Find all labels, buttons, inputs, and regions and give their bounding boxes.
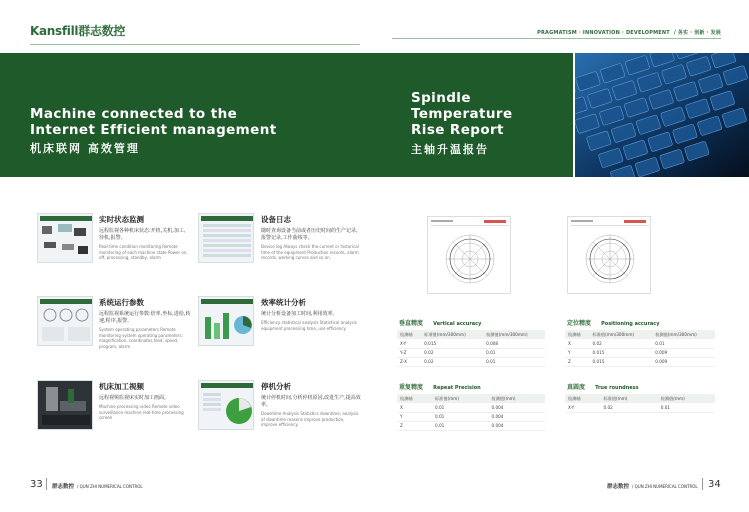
table-cell: 0.02 — [600, 403, 657, 412]
efficiency-thumbnail — [198, 296, 254, 346]
banner-title-left-line1: Machine connected to the — [30, 106, 238, 122]
banner-title-left-line2: Internet Efficient management — [30, 122, 277, 138]
table-cell: 0.008 — [483, 339, 545, 348]
feature-title: 设备日志 — [261, 215, 291, 224]
repeat-precision-heading — [399, 382, 481, 391]
column-header: 检测轴 — [397, 394, 432, 403]
footer-brand-en: / QUN ZHI NUMERICAL CONTROL — [632, 484, 698, 489]
table-cell: 0.015 — [590, 348, 653, 357]
table-cell: 0.01 — [432, 421, 489, 430]
table-header-row — [565, 394, 715, 403]
repeat-precision-table — [397, 394, 545, 431]
table-cell: 0.02 — [590, 339, 653, 348]
vertical-accuracy-title-en: Vertical accuracy — [433, 321, 482, 327]
feature-realtime-monitor — [99, 214, 189, 261]
feature-downtime — [261, 381, 361, 428]
table-cell: Z — [397, 421, 432, 430]
true-roundness-heading — [567, 382, 639, 391]
feature-title: 停机分析 — [261, 382, 291, 391]
device-log-thumbnail — [198, 213, 254, 263]
table-cell: 0.004 — [488, 403, 545, 412]
feature-desc-cn: 随时查询设备当前或者历史时间的生产记录,报警记录,工作曲线等。 — [261, 228, 358, 241]
logo-text: Kansfill群志数控 — [30, 23, 126, 38]
table-cell: 0.01 — [658, 403, 715, 412]
table-cell: X-Y — [397, 339, 421, 348]
table-cell: 0.02 — [421, 357, 483, 366]
feature-desc-en: Downtime Analysis Statistics downtime, analysis of downtime reasons improve production, improve efficiency. — [261, 411, 359, 427]
footer-divider-left — [46, 478, 47, 490]
table-row — [397, 339, 545, 348]
feature-desc-cn: 远程视频监视床实时加工画面。 — [99, 395, 170, 401]
column-header: 检测值(mm) — [488, 394, 545, 403]
machine-video-thumbnail — [37, 380, 93, 430]
footer-brand-cn: 群志数控 — [607, 484, 630, 490]
column-header: 标准值(mm/300mm) — [421, 330, 483, 339]
table-row — [397, 412, 545, 421]
footer-brand-left — [52, 482, 143, 490]
table-row — [397, 348, 545, 357]
column-header: 标准值(mm) — [600, 394, 657, 403]
tagline-en: PRAGMATISM · INNOVATION · DEVELOPMENT — [537, 30, 670, 36]
table-cell: Y — [397, 412, 432, 421]
positioning-accuracy-title-en: Positioning accuracy — [601, 321, 660, 327]
table-header-row — [565, 330, 715, 339]
true-roundness-title-en: True roundness — [595, 385, 639, 391]
banner-title-right-line2: Temperature — [411, 106, 513, 122]
table-cell: Z-X — [397, 357, 421, 366]
table-cell: 0.01 — [652, 339, 715, 348]
table-cell: X — [565, 339, 590, 348]
table-cell: X-Y — [565, 403, 600, 412]
repeat-precision-title-cn: 重复精度 — [399, 384, 424, 391]
page-number-right: 34 — [708, 479, 721, 490]
table-cell: 0.004 — [488, 412, 545, 421]
vertical-accuracy-table — [397, 330, 545, 367]
column-header: 标准值(mm) — [432, 394, 489, 403]
feature-title: 系统运行参数 — [99, 298, 144, 307]
column-header: 检测轴 — [565, 394, 600, 403]
table-cell: 0.01 — [483, 348, 545, 357]
table-row — [565, 403, 715, 412]
feature-desc-en: Real-time condition monitoring Remote monitoring of each machine state Power on, off, processing, standby, alarm — [99, 244, 188, 260]
footer-brand-right — [607, 482, 698, 490]
header-divider-left — [30, 44, 360, 45]
table-cell: 0.01 — [483, 357, 545, 366]
column-header: 检测轴 — [565, 330, 590, 339]
keyboard-photo — [575, 53, 749, 177]
table-cell: 0.01 — [432, 412, 489, 421]
table-header-row — [397, 394, 545, 403]
positioning-accuracy-title-cn: 定位精度 — [567, 320, 592, 327]
table-cell: 0.009 — [652, 348, 715, 357]
feature-desc-en: Machine processing video Remote video surveillance machine real-time processing screen — [99, 404, 184, 420]
positioning-accuracy-heading — [567, 318, 660, 327]
feature-desc-cn: 远程监视系统运行参数:倍率,坐标,进给,转速,程序,报警。 — [99, 311, 191, 324]
table-row — [397, 357, 545, 366]
downtime-thumbnail — [198, 380, 254, 430]
table-cell: Z — [565, 357, 590, 366]
table-cell: 0.01 — [432, 403, 489, 412]
tagline-cn: / 务实 · 创新 · 发展 — [673, 30, 721, 36]
table-row — [565, 348, 715, 357]
header-divider-right — [392, 38, 721, 39]
table-cell: X — [397, 403, 432, 412]
footer-brand-cn: 群志数控 — [52, 484, 75, 490]
column-header: 检测值(mm/300mm) — [483, 330, 545, 339]
feature-desc-en: Efficiency statistical analysis Statistical analysis equipment processing time, use efficiency — [261, 320, 357, 331]
table-row — [397, 421, 545, 430]
feature-machine-video — [99, 381, 191, 421]
realtime-monitor-thumbnail — [37, 213, 93, 263]
page-number-left: 33 — [30, 479, 43, 490]
column-header: 标准值(mm/300mm) — [590, 330, 653, 339]
table-cell: 0.015 — [590, 357, 653, 366]
feature-title: 效率统计分析 — [261, 298, 306, 307]
table-header-row — [397, 330, 545, 339]
feature-desc-cn: 远程监视各种机床状态:开机,关机,加工,待机,报警。 — [99, 228, 186, 241]
table-cell: 0.02 — [421, 348, 483, 357]
feature-desc-en: Device log Always check the current or historical time of the equipment Production records, alarm records, working curves and so on. — [261, 244, 359, 260]
table-cell: Y — [565, 348, 590, 357]
true-roundness-table — [565, 394, 715, 413]
feature-desc-cn: 统计停机时间,分析停机原因,改进生产,提高效率。 — [261, 395, 361, 408]
roundness-chart-image-right — [567, 216, 651, 294]
footer-brand-en: / QUN ZHI NUMERICAL CONTROL — [77, 484, 143, 489]
banner-cn-left: 机床联网 高效管理 — [30, 142, 140, 155]
banner-cn-right: 主轴升温报告 — [411, 143, 489, 156]
table-cell: 0.004 — [488, 421, 545, 430]
feature-desc-en: System operating parameters Remote monitoring system operating parameters: magnification, coordinates,feed, speed, program, alarm — [99, 327, 183, 349]
table-cell: 0.009 — [652, 357, 715, 366]
roundness-chart-image-left — [427, 216, 511, 294]
table-row — [565, 357, 715, 366]
column-header: 检测值(mm/300mm) — [652, 330, 715, 339]
true-roundness-title-cn: 真圆度 — [567, 384, 586, 391]
table-cell: 0.015 — [421, 339, 483, 348]
column-header: 检测轴 — [397, 330, 421, 339]
table-row — [565, 339, 715, 348]
feature-title: 机床加工视频 — [99, 382, 144, 391]
vertical-accuracy-title-cn: 垂直精度 — [399, 320, 424, 327]
footer-divider-right — [702, 478, 703, 490]
repeat-precision-title-en: Repeat Precision — [433, 385, 481, 391]
table-row — [397, 403, 545, 412]
banner-title-right-line1: Spindle — [411, 90, 471, 106]
feature-system-params — [99, 297, 191, 349]
system-params-thumbnail — [37, 296, 93, 346]
feature-device-log — [261, 214, 361, 261]
feature-desc-cn: 统计分析设备加工时间,利用效率。 — [261, 311, 338, 317]
column-header: 检测值(mm) — [658, 394, 715, 403]
positioning-accuracy-table — [565, 330, 715, 367]
banner-title-right-line3: Rise Report — [411, 122, 504, 138]
feature-efficiency — [261, 297, 361, 331]
brand-logo — [30, 22, 125, 38]
header-tagline — [537, 29, 721, 36]
table-cell: Y-Z — [397, 348, 421, 357]
feature-title: 实时状态监测 — [99, 215, 144, 224]
vertical-accuracy-heading — [399, 318, 481, 327]
banner-title-right — [411, 90, 513, 138]
banner-title-left — [30, 106, 277, 138]
